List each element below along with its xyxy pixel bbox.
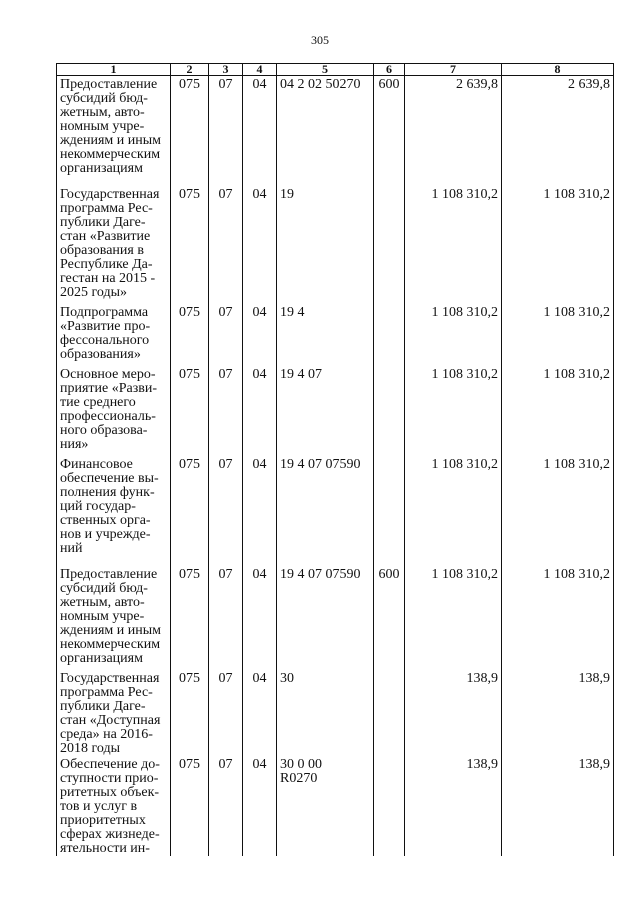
column-header: 6 [374, 64, 405, 76]
row-name-line: среда» на 2016- [60, 726, 153, 742]
column-header: 3 [209, 64, 243, 76]
row-name-cell [57, 456, 171, 566]
row-name-line: Государственная [60, 670, 160, 686]
section-code-cell: 07 [209, 366, 243, 456]
target-article-cell: 30 0 00 R0270 [277, 756, 374, 856]
expense-type-cell: 600 [374, 566, 405, 670]
table-row [57, 756, 614, 856]
row-name-line: Обеспечение до- [60, 756, 160, 772]
target-article-cell: 19 4 [277, 304, 374, 366]
expense-type-cell: 600 [374, 76, 405, 186]
row-name-line: публики Даге- [60, 698, 146, 714]
row-name-line: жетным, авто- [60, 594, 145, 610]
amount-total-cell: 1 108 310,2 [502, 456, 614, 566]
amount-total-cell: 1 108 310,2 [502, 366, 614, 456]
row-name-line: программа Рес- [60, 200, 153, 216]
ministry-code-cell: 075 [171, 670, 209, 756]
ministry-code-cell: 075 [171, 756, 209, 856]
row-name-line: субсидий бюд- [60, 91, 148, 106]
section-code-cell: 07 [209, 186, 243, 304]
table-row [57, 186, 614, 304]
target-article-cell: 19 4 07 07590 [277, 456, 374, 566]
row-name-line: жетным, авто- [60, 105, 145, 120]
row-name-line: нов и учрежде- [60, 526, 151, 542]
target-article-cell: 19 4 07 07590 [277, 566, 374, 670]
row-name-line: 2018 годы [60, 740, 121, 756]
row-name-line: ций государ- [60, 498, 136, 514]
row-name-line: стан «Доступная [60, 712, 161, 728]
expense-type-cell [374, 670, 405, 756]
row-name-line: Финансовое [60, 456, 133, 472]
subsection-code-cell: 04 [243, 566, 277, 670]
amount-cell: 138,9 [405, 756, 502, 856]
table-row [57, 566, 614, 670]
row-name-line: номным учре- [60, 119, 145, 134]
target-article-cell: 19 4 07 [277, 366, 374, 456]
row-name-line: субсидий бюд- [60, 580, 148, 596]
target-article-cell: 04 2 02 50270 [277, 76, 374, 186]
expense-type-cell [374, 756, 405, 856]
ministry-code-cell: 075 [171, 76, 209, 186]
amount-cell: 138,9 [405, 670, 502, 756]
row-name-line: стан «Развитие [60, 228, 151, 244]
page-number: 305 [311, 33, 329, 47]
row-name-cell [57, 566, 171, 670]
row-name-line: организациям [60, 161, 143, 176]
table-row [57, 304, 614, 366]
amount-cell: 1 108 310,2 [405, 186, 502, 304]
row-name-cell [57, 756, 171, 856]
subsection-code-cell: 04 [243, 456, 277, 566]
subsection-code-cell: 04 [243, 76, 277, 186]
section-code-cell: 07 [209, 670, 243, 756]
amount-cell: 1 108 310,2 [405, 366, 502, 456]
subsection-code-cell: 04 [243, 670, 277, 756]
amount-cell: 1 108 310,2 [405, 456, 502, 566]
ministry-code-cell: 075 [171, 566, 209, 670]
row-name-line: Подпрограмма [60, 304, 149, 320]
row-name-line: Республике Да- [60, 256, 153, 272]
row-name-line: Государственная [60, 186, 160, 202]
column-header: 2 [171, 64, 209, 76]
section-code-cell: 07 [209, 756, 243, 856]
subsection-code-cell: 04 [243, 366, 277, 456]
ministry-code-cell: 075 [171, 366, 209, 456]
row-name-line: приоритетных [60, 812, 146, 828]
section-code-cell: 07 [209, 456, 243, 566]
section-code-cell: 07 [209, 76, 243, 186]
row-name-cell [57, 186, 171, 304]
column-header: 7 [405, 64, 502, 76]
row-name-line: некоммерческим [60, 636, 161, 652]
amount-total-cell: 1 108 310,2 [502, 186, 614, 304]
subsection-code-cell: 04 [243, 186, 277, 304]
amount-total-cell: 138,9 [502, 670, 614, 756]
table-row [57, 456, 614, 566]
row-name-line: ния» [60, 436, 89, 452]
row-name-line: «Развитие про- [60, 318, 151, 334]
table-row [57, 670, 614, 756]
row-name-line: фессонального [60, 332, 150, 348]
column-header: 8 [502, 64, 614, 76]
row-name-line: обеспечение вы- [60, 470, 159, 486]
row-name-line: профессиональ- [60, 408, 156, 424]
row-name-line: программа Рес- [60, 684, 153, 700]
row-name-line: ятельности ин- [60, 840, 150, 856]
row-name-line: некоммерческим [60, 147, 161, 162]
amount-total-cell: 138,9 [502, 756, 614, 856]
row-name-line: гестан на 2015 - [60, 270, 156, 286]
row-name-line: публики Даге- [60, 214, 146, 230]
column-header: 4 [243, 64, 277, 76]
amount-cell: 2 639,8 [405, 76, 502, 186]
target-article-cell: 30 [277, 670, 374, 756]
column-header: 5 [277, 64, 374, 76]
row-name-cell [57, 366, 171, 456]
subsection-code-cell: 04 [243, 756, 277, 856]
row-name-line: тов и услуг в [60, 798, 138, 814]
row-name-line: ного образова- [60, 422, 148, 438]
row-name-line: Предоставление [60, 77, 158, 92]
amount-total-cell: 1 108 310,2 [502, 566, 614, 670]
row-name-line: ритетных объек- [60, 784, 160, 800]
amount-total-cell: 1 108 310,2 [502, 304, 614, 366]
row-name-line: Основное меро- [60, 366, 156, 382]
row-name-line: ступности прио- [60, 770, 159, 786]
row-name-line: ний [60, 540, 83, 556]
ministry-code-cell: 075 [171, 456, 209, 566]
row-name-line: образования в [60, 242, 144, 258]
ministry-code-cell: 075 [171, 304, 209, 366]
expense-type-cell [374, 366, 405, 456]
row-name-line: приятие «Разви- [60, 380, 158, 396]
row-name-line: ждениям и иным [60, 133, 162, 148]
target-article-cell: 19 [277, 186, 374, 304]
row-name-cell [57, 670, 171, 756]
expense-type-cell [374, 456, 405, 566]
amount-cell: 1 108 310,2 [405, 304, 502, 366]
column-header: 1 [57, 64, 171, 76]
subsection-code-cell: 04 [243, 304, 277, 366]
row-name-line: сферах жизнеде- [60, 826, 160, 842]
section-code-cell: 07 [209, 566, 243, 670]
row-name-line: 2025 годы» [60, 284, 128, 300]
row-name-cell [57, 304, 171, 366]
amount-cell: 1 108 310,2 [405, 566, 502, 670]
table-row [57, 366, 614, 456]
row-name-line: образования» [60, 346, 141, 362]
row-name-line: номным учре- [60, 608, 145, 624]
row-name-line: тие среднего [60, 394, 136, 410]
ministry-code-cell: 075 [171, 186, 209, 304]
header-row [57, 64, 614, 76]
section-code-cell: 07 [209, 304, 243, 366]
row-name-line: Предоставление [60, 566, 158, 582]
table-row [57, 76, 614, 186]
budget-table [56, 63, 614, 856]
row-name-line: ственных орга- [60, 512, 151, 528]
expense-type-cell [374, 304, 405, 366]
expense-type-cell [374, 186, 405, 304]
row-name-line: полнения функ- [60, 484, 155, 500]
amount-total-cell: 2 639,8 [502, 76, 614, 186]
row-name-line: ждениям и иным [60, 622, 162, 638]
row-name-line: организациям [60, 650, 143, 666]
row-name-cell [57, 76, 171, 186]
